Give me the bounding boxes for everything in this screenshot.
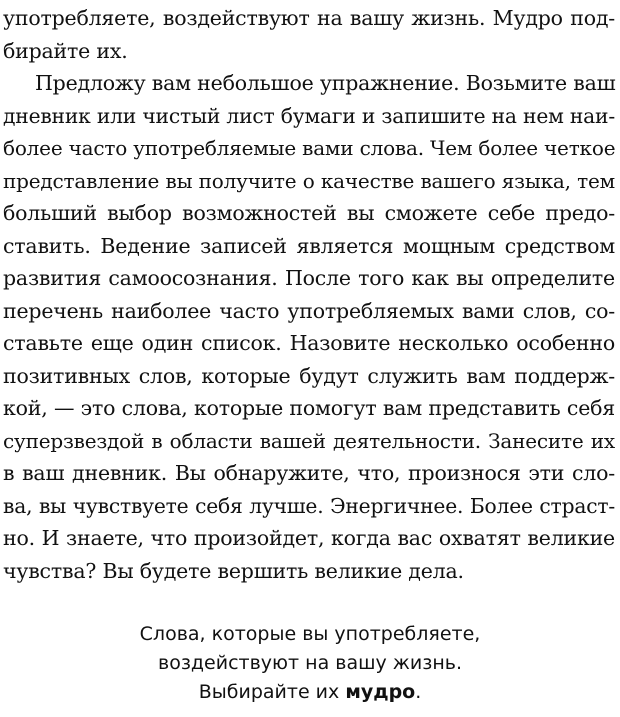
text-line: кой, — это слова, которые помогут вам представить себя (3, 396, 615, 420)
text-line: более часто употребляемые вами слова. Чем более четкое (3, 136, 616, 160)
text-line: дневник или чистый лист бумаги и запишите на нем наи- (3, 103, 615, 128)
paragraph-1 (3, 2, 615, 67)
text-line: чувства? Вы будете вершить великие дела. (3, 558, 464, 583)
quote-line-2: воздействуют на вашу жизнь. (158, 652, 462, 674)
quote-line-3 (0, 678, 620, 707)
text-line: представление вы получите о качестве вашего языка, тем (3, 168, 615, 193)
text-line: ставьте еще один список. Назовите несколько особенно (3, 331, 615, 355)
text-line: ставить. Ведение записей является мощным средством (3, 233, 615, 258)
text-line: перечень наиболее часто употребляемых вами слов, со- (3, 298, 615, 323)
text-line: развития самоосознания. После того как вы определите (3, 266, 615, 290)
quote-line-3-suffix: . (415, 681, 422, 703)
text-line: но. И знаете, что произойдет, когда вас охватят великие (3, 526, 615, 550)
quote-emphasis: мудро (345, 681, 416, 703)
text-line: в ваш дневник. Вы обнаружите, что, произнося эти сло- (3, 461, 615, 485)
text-line: больший выбор возможностей вы сможете себе предо- (3, 201, 615, 225)
quote-line-3-prefix: Выбирайте их (198, 681, 346, 703)
text-line: бирайте их. (3, 38, 128, 63)
text-line: употребляете, воздействуют на вашу жизнь. Мудро под- (3, 6, 615, 30)
text-line: Предложу вам небольшое упражнение. Возьмите ваш (35, 71, 616, 95)
quote-line-1: Слова, которые вы употребляете, (139, 623, 481, 645)
text-line: ва, вы чувствуете себя лучше. Энергичнее. Более страст- (3, 493, 615, 518)
pull-quote (0, 620, 620, 707)
paragraph-2 (3, 67, 615, 587)
text-line: позитивных слов, которые будут служить вам поддерж- (3, 363, 615, 388)
text-line: суперзвездой в области вашей деятельности. Занесите их (3, 428, 615, 453)
